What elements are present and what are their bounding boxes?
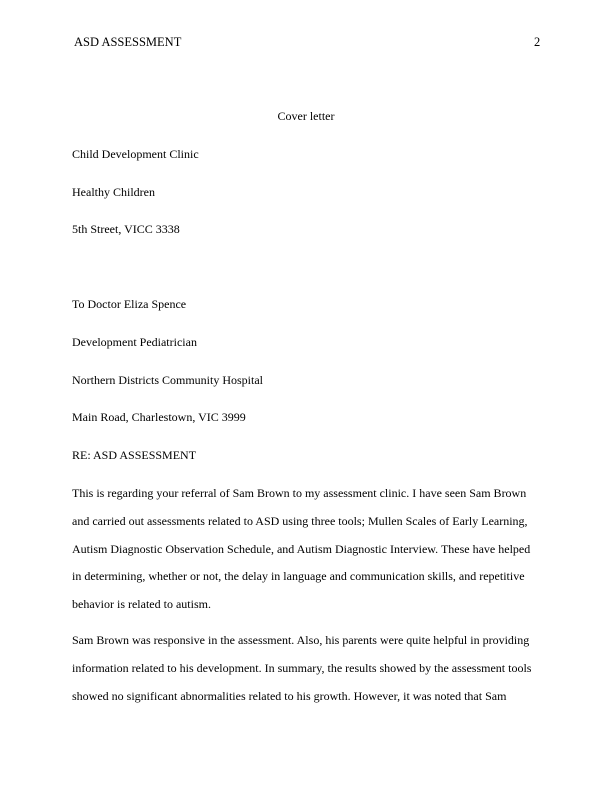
running-head: ASD ASSESSMENT — [74, 35, 182, 49]
recipient-line-3: Northern Districts Community Hospital — [72, 373, 263, 387]
paragraph-1-line: This is regarding your referral of Sam Brown to my assessment clinic. I have seen Sam Brown — [72, 486, 527, 500]
re-line: RE: ASD ASSESSMENT — [72, 448, 197, 462]
recipient-line-1: To Doctor Eliza Spence — [72, 297, 187, 311]
recipient-line-4: Main Road, Charlestown, VIC 3999 — [72, 410, 246, 424]
paragraph-2-line: showed no significant abnormalities related to his growth. However, it was noted that Sam — [72, 689, 507, 703]
sender-line-2: Healthy Children — [72, 185, 155, 199]
paragraph-1-line: and carried out assessments related to ASD using three tools; Mullen Scales of Early Learning, — [72, 514, 528, 528]
page-number: 2 — [534, 35, 541, 49]
sender-line-3: 5th Street, VICC 3338 — [72, 222, 180, 236]
paragraph-1-line: Autism Diagnostic Observation Schedule, and Autism Diagnostic Interview. These have helped — [72, 542, 531, 556]
sender-line-1: Child Development Clinic — [72, 147, 199, 161]
paragraph-1-line: in determining, whether or not, the delay in language and communication skills, and repetitive — [72, 569, 525, 583]
recipient-line-2: Development Pediatrician — [72, 335, 197, 349]
paragraph-2-line: Sam Brown was responsive in the assessment. Also, his parents were quite helpful in providing — [72, 633, 530, 647]
paragraph-1-line: behavior is related to autism. — [72, 597, 211, 611]
document-title: Cover letter — [277, 109, 335, 123]
paragraph-2-line: information related to his development. In summary, the results showed by the assessment tools — [72, 661, 532, 675]
